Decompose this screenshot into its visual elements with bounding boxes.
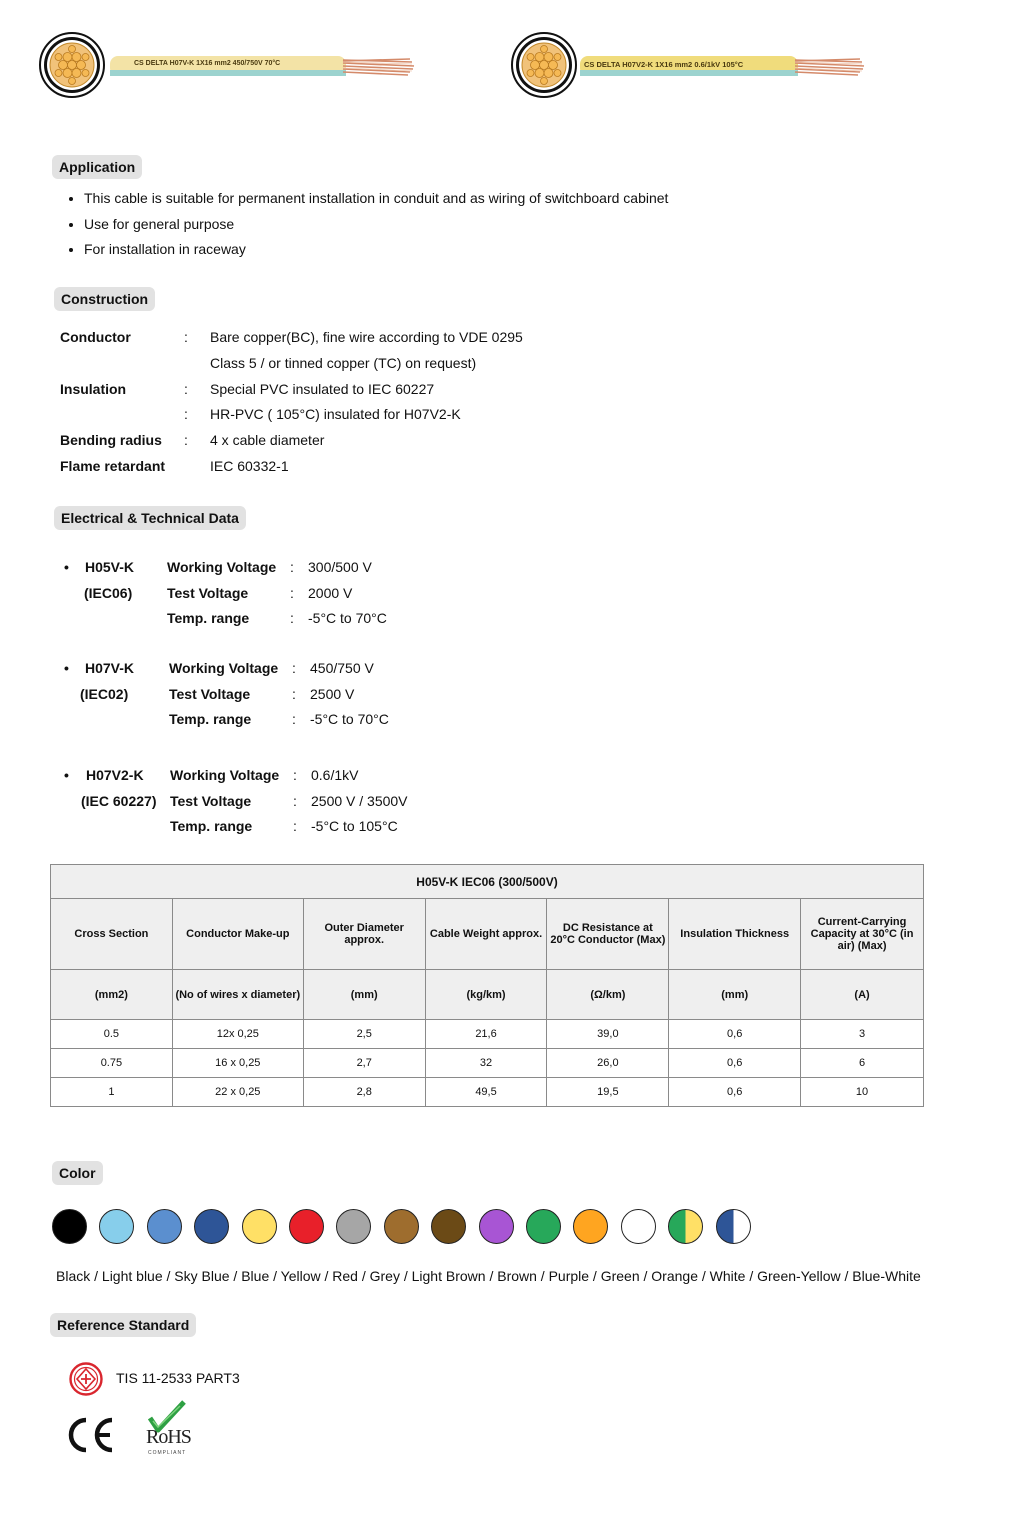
colon: :	[184, 406, 188, 423]
param-value: 2500 V / 3500V	[311, 792, 408, 809]
column-header: Cable Weight approx.	[425, 899, 547, 970]
tis-logo-icon	[69, 1362, 103, 1396]
table-cell: 2,8	[303, 1078, 425, 1107]
electrical-heading: Electrical & Technical Data	[54, 506, 246, 530]
spec-table	[50, 864, 924, 1107]
reference-heading: Reference Standard	[50, 1313, 196, 1337]
color-swatch-red	[289, 1209, 324, 1244]
unit-header: (No of wires x diameter)	[172, 970, 303, 1020]
color-swatch-sky-blue	[147, 1209, 182, 1244]
param-value: 0.6/1kV	[311, 767, 359, 783]
color-swatch-yellow	[242, 1209, 277, 1244]
cable-standard: (IEC06)	[84, 584, 133, 601]
construction-value: IEC 60332-1	[210, 457, 289, 474]
unit-header: (mm)	[303, 970, 425, 1020]
construction-value: Class 5 / or tinned copper (TC) on request)	[210, 354, 477, 371]
cable-model: H05V-K	[85, 559, 135, 575]
unit-header: (mm2)	[51, 970, 173, 1020]
column-header: DC Resistance at 20°C Conductor (Max)	[547, 899, 669, 970]
colon: :	[292, 660, 296, 676]
table-title: H05V-K IEC06 (300/500V)	[51, 865, 924, 899]
construction-label: Bending radius	[60, 432, 162, 449]
column-header: Outer Diameter approx.	[303, 899, 425, 970]
color-swatch-brown	[431, 1209, 466, 1244]
unit-header: (A)	[801, 970, 924, 1020]
table-cell: 19,5	[547, 1078, 669, 1107]
column-header: Cross Section	[51, 899, 173, 970]
param-value: 2000 V	[308, 584, 353, 601]
column-header: Conductor Make-up	[172, 899, 303, 970]
cable-print-text: CS DELTA H07V-K 1X16 mm2 450/750V 70°C	[134, 60, 281, 67]
colon: :	[184, 432, 188, 449]
table-cell: 3	[801, 1020, 924, 1049]
bullet: •	[64, 767, 69, 783]
color-swatch-white	[621, 1209, 656, 1244]
application-heading: Application	[52, 155, 142, 179]
table-cell: 0.75	[51, 1049, 173, 1078]
param-name: Working Voltage	[170, 767, 280, 783]
table-cell: 2,5	[303, 1020, 425, 1049]
construction-value: HR-PVC ( 105°C) insulated for H07V2-K	[210, 406, 461, 423]
construction-value: Special PVC insulated to IEC 60227	[210, 380, 435, 397]
colon: :	[290, 559, 294, 575]
application-list	[64, 186, 668, 263]
table-cell: 2,7	[303, 1049, 425, 1078]
cable-model: H07V2-K	[86, 767, 144, 783]
cable-print-text: CS DELTA H07V2-K 1X16 mm2 0.6/1kV 105°C	[584, 60, 744, 69]
list-item: • Use for general purpose	[84, 212, 668, 238]
colon: :	[293, 818, 297, 835]
construction-value: Bare copper(BC), fine wire according to VDE 0295	[210, 329, 523, 345]
unit-header: (kg/km)	[425, 970, 547, 1020]
table-cell: 32	[425, 1049, 547, 1078]
colon: :	[184, 380, 188, 397]
column-header: Insulation Thickness	[669, 899, 801, 970]
param-value: 450/750 V	[310, 660, 374, 676]
colon: :	[293, 767, 297, 783]
table-cell: 39,0	[547, 1020, 669, 1049]
param-name: Working Voltage	[167, 559, 277, 575]
param-value: 2500 V	[310, 685, 355, 702]
colon: :	[292, 711, 296, 728]
construction-heading: Construction	[54, 287, 155, 311]
color-swatch-blue	[194, 1209, 229, 1244]
color-swatch-purple	[479, 1209, 514, 1244]
rohs-mark-icon	[144, 1400, 196, 1458]
list-item: • This cable is suitable for permanent installation in conduit and as wiring of switchboard cabinet	[84, 186, 668, 212]
param-value: 300/500 V	[308, 559, 372, 575]
param-name: Test Voltage	[169, 685, 251, 702]
construction-label: Conductor	[60, 329, 131, 345]
table-cell: 6	[801, 1049, 924, 1078]
color-swatch-light-blue	[99, 1209, 134, 1244]
rohs-text: RoHS	[146, 1426, 191, 1448]
table-unit-row	[51, 970, 924, 1020]
table-cell: 49,5	[425, 1078, 547, 1107]
table-row	[51, 1020, 924, 1049]
param-name: Test Voltage	[167, 584, 249, 601]
construction-value: 4 x cable diameter	[210, 432, 325, 449]
column-header: Current-Carrying Capacity at 30°C (in air) (Max)	[801, 899, 924, 970]
ce-mark-icon	[66, 1416, 116, 1454]
color-swatch-black	[52, 1209, 87, 1244]
list-item: • For installation in raceway	[84, 237, 668, 263]
colon: :	[290, 610, 294, 627]
bullet: •	[64, 660, 69, 676]
table-cell: 0.5	[51, 1020, 173, 1049]
table-cell: 1	[51, 1078, 173, 1107]
param-name: Temp. range	[169, 711, 252, 728]
table-row	[51, 1078, 924, 1107]
unit-header: (mm)	[669, 970, 801, 1020]
cable-image-h07v-k	[38, 32, 418, 98]
colon: :	[293, 792, 297, 809]
color-heading: Color	[52, 1161, 103, 1185]
color-swatch-blue-white	[716, 1209, 751, 1244]
color-swatch-orange	[573, 1209, 608, 1244]
table-header-row	[51, 899, 924, 970]
table-cell: 0,6	[669, 1049, 801, 1078]
table-cell: 21,6	[425, 1020, 547, 1049]
colon: :	[184, 329, 188, 345]
construction-label: Insulation	[60, 380, 127, 397]
table-cell: 10	[801, 1078, 924, 1107]
table-row	[51, 1049, 924, 1078]
table-cell: 22 x 0,25	[172, 1078, 303, 1107]
param-name: Temp. range	[170, 818, 253, 835]
construction-label: Flame retardant	[60, 457, 166, 474]
param-name: Temp. range	[167, 610, 250, 627]
param-name: Test Voltage	[170, 792, 252, 809]
param-name: Working Voltage	[169, 660, 279, 676]
cable-standard: (IEC 60227)	[81, 792, 157, 809]
color-swatch-grey	[336, 1209, 371, 1244]
table-cell: 26,0	[547, 1049, 669, 1078]
color-names: Black / Light blue / Sky Blue / Blue / Yellow / Red / Grey / Light Brown / Brown / Purple / Green / Orange / White / Green-Yellow / Blue-White	[56, 1268, 921, 1284]
cable-standard: (IEC02)	[80, 685, 129, 702]
table-cell: 16 x 0,25	[172, 1049, 303, 1078]
color-swatch-green	[526, 1209, 561, 1244]
tis-standard: TIS 11-2533 PART3	[116, 1370, 240, 1386]
bullet: •	[64, 559, 69, 575]
param-value: -5°C to 70°C	[308, 610, 387, 627]
table-title-row	[51, 865, 924, 899]
param-value: -5°C to 105°C	[311, 818, 398, 835]
cable-image-h07v2-k	[510, 32, 870, 98]
param-value: -5°C to 70°C	[310, 711, 389, 728]
rohs-subtext: COMPLIANT	[148, 1450, 187, 1456]
unit-header: (Ω/km)	[547, 970, 669, 1020]
table-cell: 0,6	[669, 1020, 801, 1049]
table-cell: 0,6	[669, 1078, 801, 1107]
table-cell: 12x 0,25	[172, 1020, 303, 1049]
cable-model: H07V-K	[85, 660, 135, 676]
color-swatch-light-brown	[384, 1209, 419, 1244]
colon: :	[290, 584, 294, 601]
colon: :	[292, 685, 296, 702]
color-swatch-green-yellow	[668, 1209, 703, 1244]
